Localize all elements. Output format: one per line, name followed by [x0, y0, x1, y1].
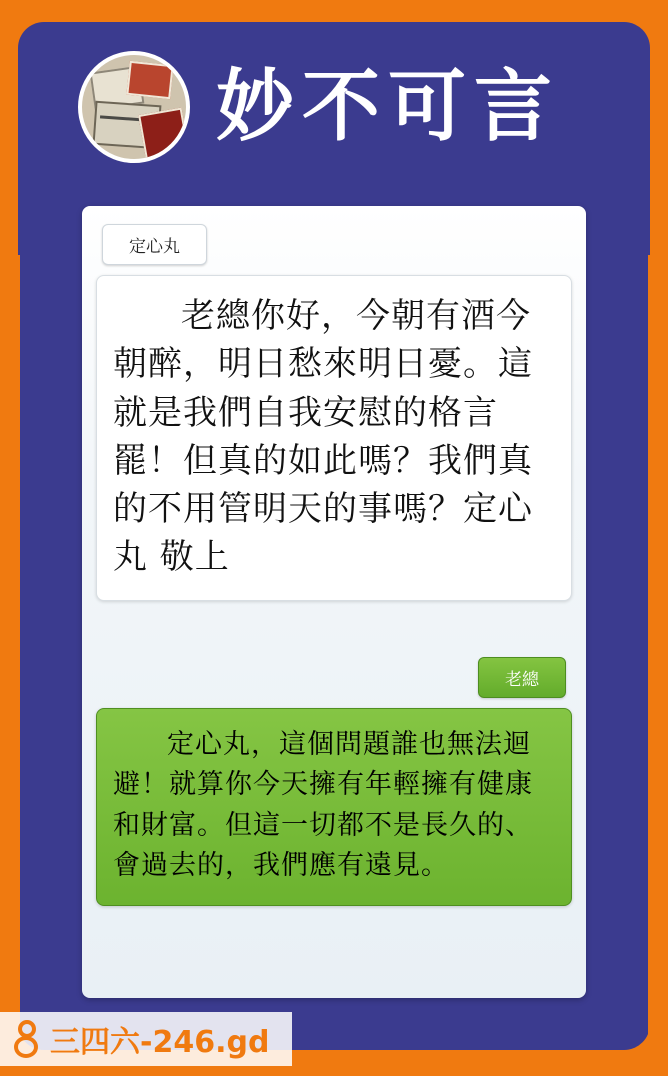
message-sender-row-2: [96, 657, 572, 698]
stamp-collection-icon: [78, 51, 190, 163]
stamp-piece-4: [138, 108, 190, 163]
stamp-piece-2: [126, 61, 173, 99]
watermark-bar: [0, 1012, 292, 1066]
snail-shell-ring: [14, 1036, 38, 1058]
article-card: [82, 206, 586, 998]
watermark-text: 三四六-246.gd: [50, 1025, 270, 1060]
frame-right-bar: [648, 255, 668, 1045]
message-sender-row-1: [96, 224, 572, 265]
sender-name-tag: 定心丸: [102, 224, 207, 265]
site-header: [18, 22, 650, 192]
snail-logo-icon: [10, 1020, 44, 1058]
sender-name-tag: 老總: [478, 657, 566, 698]
page-title: 妙不可言: [216, 62, 561, 152]
message-bubble-question: 老總你好，今朝有酒今朝醉，明日愁來明日憂。這就是我們自我安慰的格言罷！但真的如此嗎？我們真的不用管明天的事嗎？定心丸 敬上: [96, 275, 572, 601]
message-bubble-answer: 定心丸，這個問題誰也無法迴避！就算你今天擁有年輕擁有健康和財富。但這一切都不是長久的、會過去的，我們應有遠見。: [96, 708, 572, 906]
frame-left-bar: [0, 255, 20, 1045]
